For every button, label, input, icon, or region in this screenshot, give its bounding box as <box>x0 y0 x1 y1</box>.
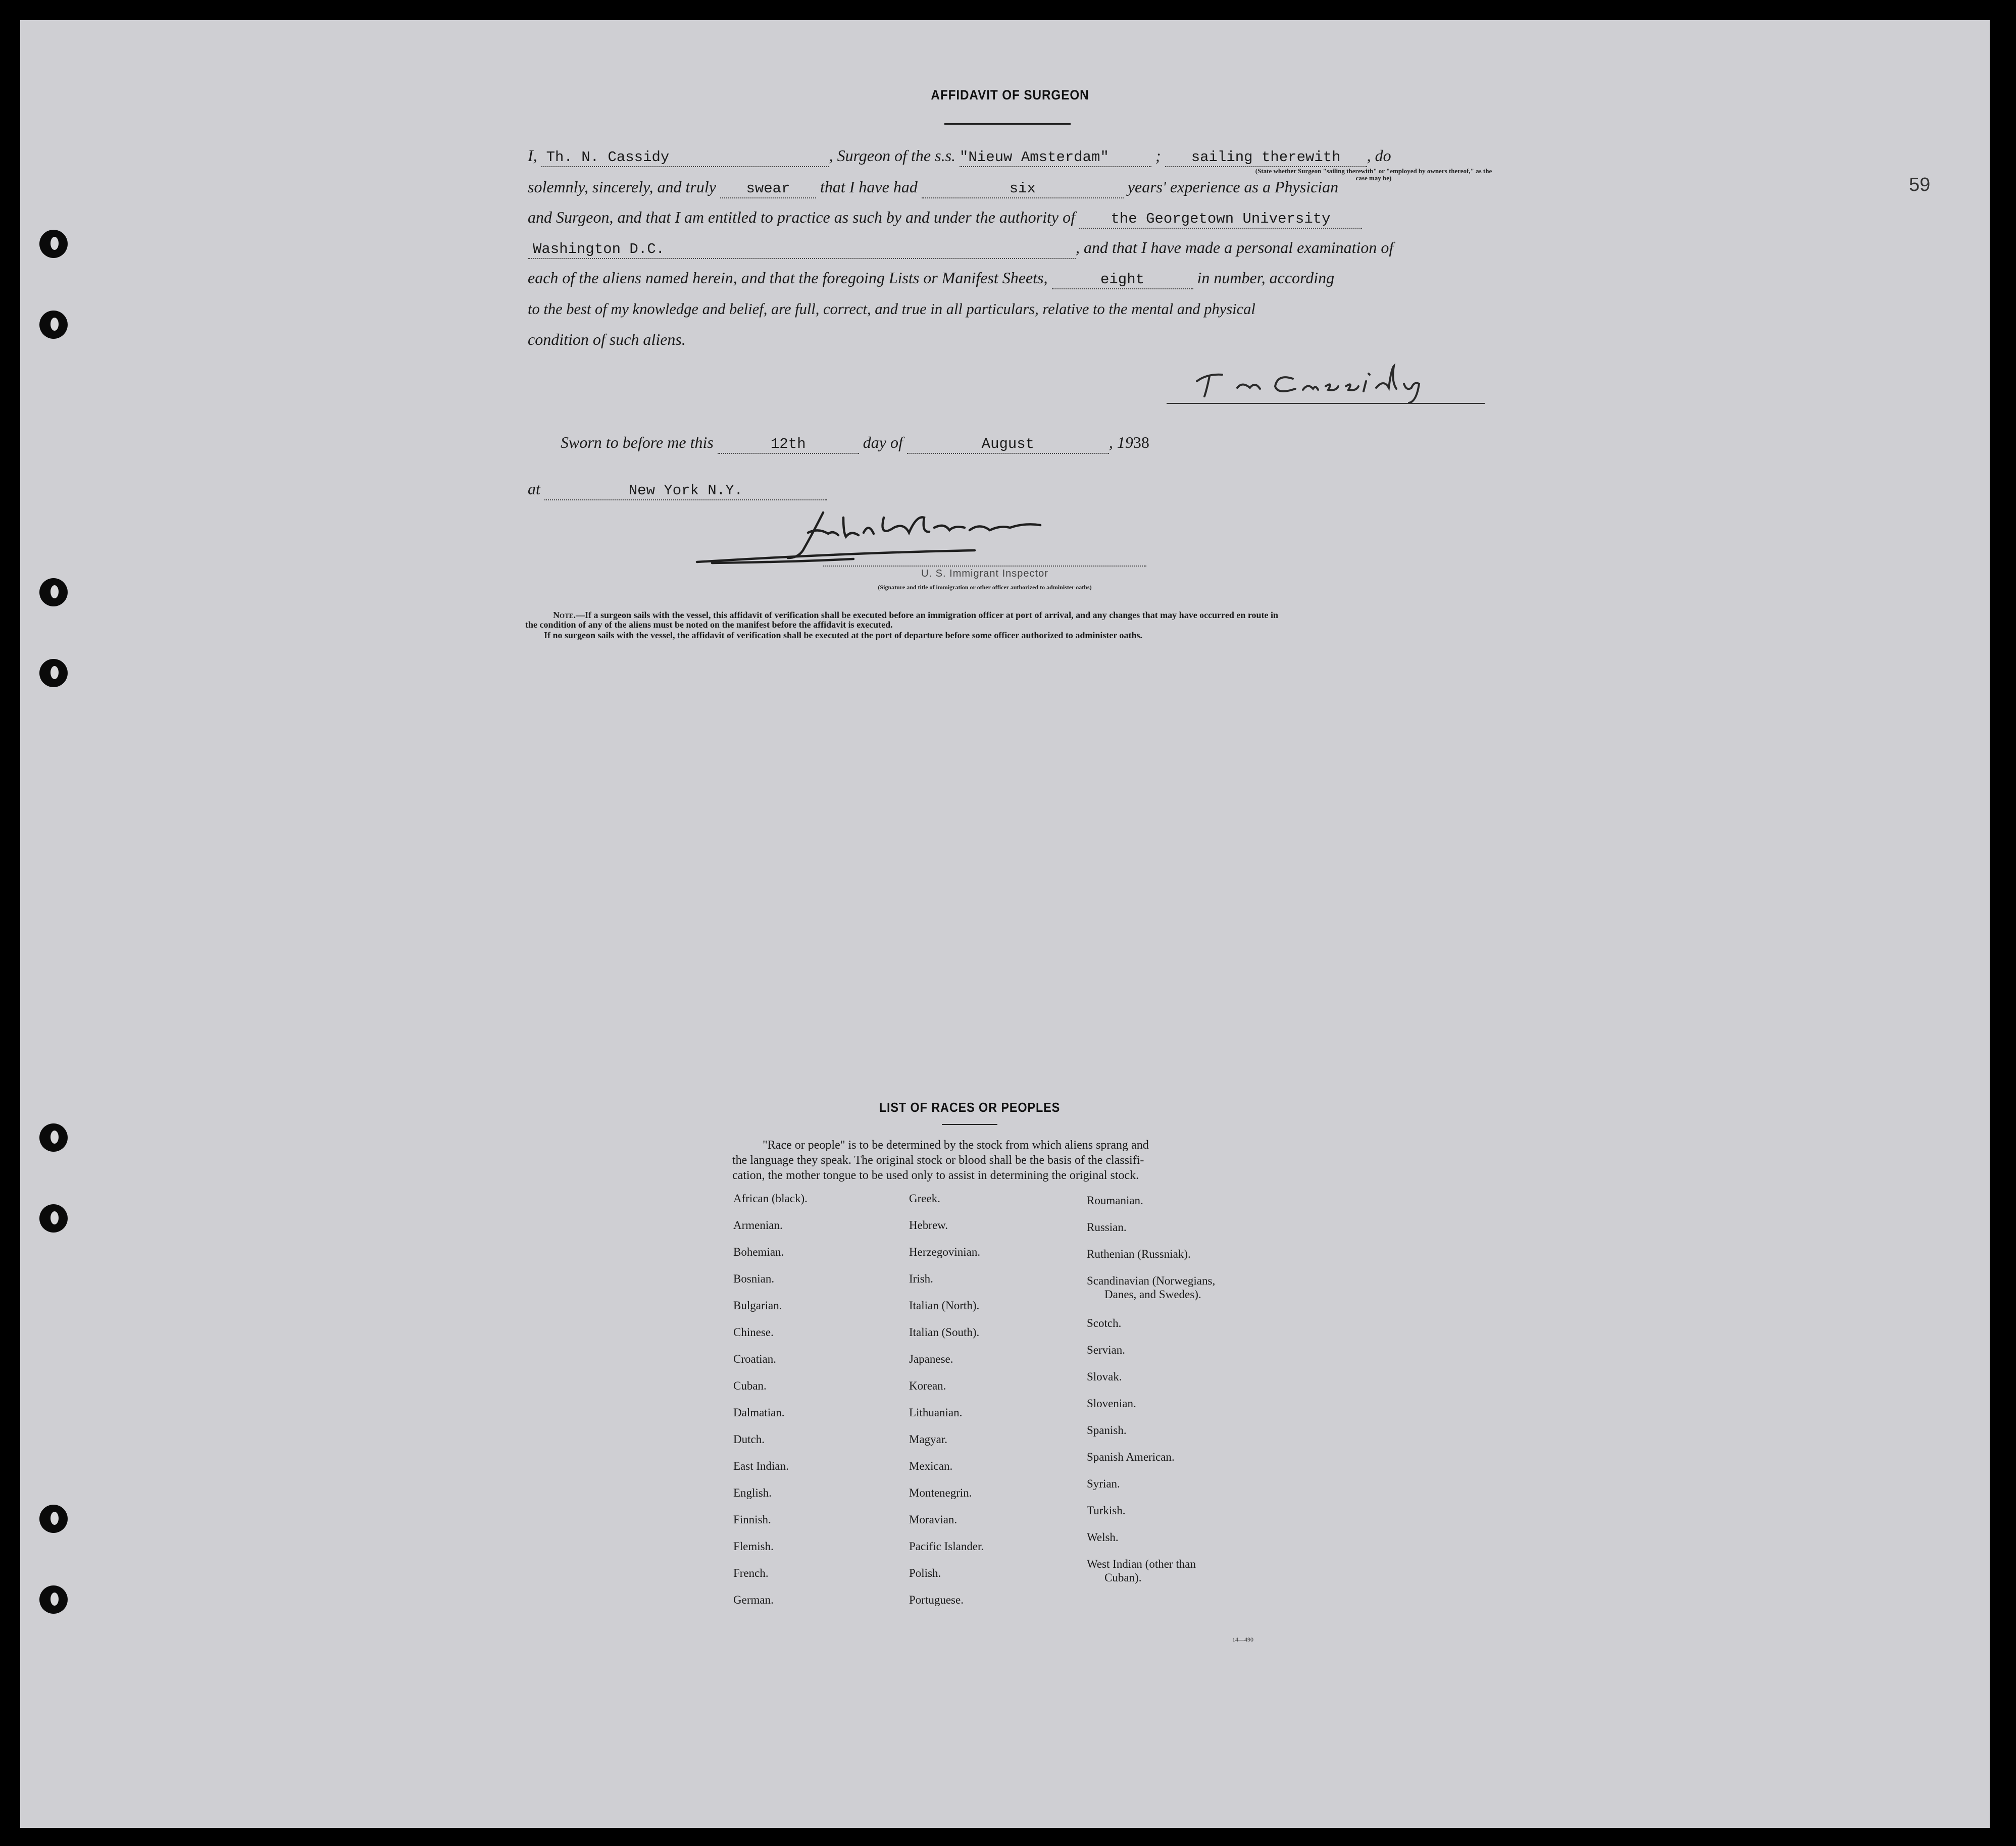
race-item <box>1087 1274 1215 1316</box>
race-item-line-2: Cuban). <box>1104 1571 1142 1584</box>
race-item: Korean. <box>909 1379 946 1392</box>
race-item: German. <box>733 1594 774 1606</box>
binder-hole <box>39 1123 68 1152</box>
sworn-line <box>561 432 1149 454</box>
race-item: Armenian. <box>733 1219 783 1232</box>
race-item: Slovak. <box>1087 1370 1122 1383</box>
race-item: Mexican. <box>909 1460 953 1472</box>
line-4-end: , and that I have made a personal examination of <box>1076 238 1394 257</box>
race-item: Flemish. <box>733 1540 774 1553</box>
title-rule <box>944 123 1071 125</box>
race-item-line-1: Scandinavian (Norwegians, <box>1087 1274 1216 1287</box>
race-item: Bosnian. <box>733 1272 775 1285</box>
race-item: Herzegovinian. <box>909 1246 981 1258</box>
race-item: French. <box>733 1567 769 1579</box>
race-item: Roumanian. <box>1087 1194 1143 1207</box>
race-item: Ruthenian (Russniak). <box>1087 1248 1191 1260</box>
race-item: Croatian. <box>733 1353 776 1365</box>
sworn-day-of: day of <box>863 433 903 451</box>
race-item: Turkish. <box>1087 1504 1126 1517</box>
race-item: Servian. <box>1087 1344 1126 1356</box>
years-field: six <box>922 180 1124 198</box>
inspector-signature-line <box>823 566 1146 567</box>
binder-hole <box>39 578 68 606</box>
race-item: Pacific Islander. <box>909 1540 984 1553</box>
line-1-surgeon-of: , Surgeon of the s.s. <box>829 146 956 165</box>
surgeon-signature-line <box>1167 403 1485 404</box>
race-item: Dalmatian. <box>733 1406 785 1419</box>
race-item: Japanese. <box>909 1353 953 1365</box>
race-item: Slovenian. <box>1087 1397 1136 1410</box>
affidavit-line-4 <box>528 237 1393 259</box>
race-item: Irish. <box>909 1272 933 1285</box>
race-item <box>1087 1557 1215 1600</box>
races-column-3 <box>1087 1194 1215 1600</box>
race-item: Hebrew. <box>909 1219 948 1232</box>
race-item: Scotch. <box>1087 1317 1122 1329</box>
binder-hole <box>39 1505 68 1533</box>
surgeon-signature-scrawl <box>1162 358 1485 404</box>
affidavit-line-5 <box>528 268 1334 289</box>
affidavit-line-1 <box>528 145 1391 167</box>
race-item: Spanish American. <box>1087 1451 1175 1463</box>
races-title: LIST OF RACES OR PEOPLES <box>879 1100 1061 1115</box>
sworn-month-field: August <box>907 436 1109 454</box>
location-field: New York N.Y. <box>544 482 827 500</box>
inspector-signature <box>692 502 1146 573</box>
authority-field-1: the Georgetown University <box>1079 211 1362 229</box>
affidavit-line-3 <box>528 207 1362 229</box>
affidavit-line-2 <box>528 177 1338 198</box>
affidavit-note <box>525 610 1278 641</box>
race-item: Russian. <box>1087 1221 1127 1234</box>
line-2-end: years' experience as a Physician <box>1127 178 1339 196</box>
race-item: Welsh. <box>1087 1531 1119 1544</box>
inspector-title: U. S. Immigrant Inspector <box>921 568 1048 579</box>
race-item: Bohemian. <box>733 1246 784 1258</box>
races-intro-line-3: cation, the mother tongue to be used only to assist in determining the original stock. <box>732 1169 1139 1182</box>
affidavit-title: AFFIDAVIT OF SURGEON <box>931 87 1089 102</box>
line-1-semicolon: ; <box>1155 146 1161 165</box>
race-item: Moravian. <box>909 1513 957 1526</box>
sailing-status-note: (State whether Surgeon "sailing therewith" or "employed by owners thereof," as the case may be) <box>1255 167 1492 182</box>
sworn-year-prefix: , 19 <box>1108 433 1133 451</box>
surgeon-name-field: Th. N. Cassidy <box>541 149 829 167</box>
oath-type-field: swear <box>720 180 816 198</box>
race-item: Montenegrin. <box>909 1486 972 1499</box>
races-intro-line-1: "Race or people" is to be determined by the stock from which aliens sprang and <box>763 1139 1149 1152</box>
surgeon-signature <box>1162 358 1485 404</box>
line-5-end: in number, according <box>1197 269 1335 287</box>
affidavit-line-6: to the best of my knowledge and belief, are full, correct, and true in all particulars, relative to the mental and physical <box>528 300 1255 318</box>
binder-hole <box>39 1204 68 1233</box>
note-line-2: the condition of any of the aliens must be noted on the manifest before the affidavit is executed. <box>525 620 893 630</box>
note-line-1 <box>525 610 1278 621</box>
ship-name-field: "Nieuw Amsterdam" <box>960 149 1151 167</box>
sworn-day-field: 12th <box>718 436 859 454</box>
at-label: at <box>528 480 540 498</box>
race-item: Dutch. <box>733 1433 765 1446</box>
race-item: East Indian. <box>733 1460 789 1472</box>
inspector-caption: (Signature and title of immigration or other officer authorized to administer oaths) <box>878 584 1092 591</box>
page-number: 59 <box>1909 174 1931 195</box>
race-item: Cuban. <box>733 1379 767 1392</box>
race-item: Italian (North). <box>909 1299 980 1312</box>
line-3-start: and Surgeon, and that I am entitled to practice as such by and under the authority of <box>528 208 1075 226</box>
note-label: Note. <box>553 610 576 620</box>
race-item: Portuguese. <box>909 1594 964 1606</box>
line-1-start: I, <box>528 146 537 165</box>
binder-hole <box>39 1585 68 1614</box>
binder-hole <box>39 311 68 339</box>
sworn-start: Sworn to before me this <box>561 433 714 451</box>
race-item: Italian (South). <box>909 1326 980 1339</box>
inspector-signature-scrawl <box>692 502 1146 573</box>
line-2-start: solemnly, sincerely, and truly <box>528 178 716 196</box>
line-5-start: each of the aliens named herein, and that the foregoing Lists or Manifest Sheets, <box>528 269 1048 287</box>
manifest-page <box>20 20 1990 1828</box>
binder-hole <box>39 659 68 687</box>
race-item: Chinese. <box>733 1326 774 1339</box>
affidavit-line-7: condition of such aliens. <box>528 330 686 348</box>
race-item: Magyar. <box>909 1433 948 1446</box>
race-item: Spanish. <box>1087 1424 1127 1437</box>
note-text-1: —If a surgeon sails with the vessel, this affidavit of verification shall be executed before an immigration officer at port of arrival, and any changes that may have occurred en route in <box>575 610 1278 620</box>
race-item: English. <box>733 1486 772 1499</box>
sailing-status-field: sailing therewith <box>1165 149 1367 167</box>
race-item: Polish. <box>909 1567 941 1579</box>
location-line <box>528 479 827 500</box>
sheets-count-field: eight <box>1052 271 1193 289</box>
races-intro-line-2: the language they speak. The original stock or blood shall be the basis of the classifi- <box>732 1154 1144 1167</box>
race-item: Bulgarian. <box>733 1299 782 1312</box>
race-item: Syrian. <box>1087 1477 1120 1490</box>
authority-field-2: Washington D.C. <box>528 241 1076 259</box>
races-title-rule <box>942 1124 997 1125</box>
race-item: African (black). <box>733 1192 808 1205</box>
races-column-2 <box>909 1192 984 1620</box>
race-item: Greek. <box>909 1192 940 1205</box>
sworn-year: 38 <box>1133 433 1149 451</box>
races-intro <box>732 1138 1149 1183</box>
binder-hole <box>39 230 68 258</box>
form-code: 14—490 <box>1232 1636 1253 1643</box>
race-item-line-1: West Indian (other than <box>1087 1558 1196 1570</box>
note-line-3: If no surgeon sails with the vessel, the affidavit of verification shall be executed at the port of departure before some officer authorized to administer oaths. <box>544 630 1143 640</box>
race-item-line-2: Danes, and Swedes). <box>1104 1288 1201 1301</box>
line-1-end: , do <box>1367 146 1391 165</box>
race-item: Lithuanian. <box>909 1406 963 1419</box>
line-2-middle: that I have had <box>820 178 918 196</box>
races-column-1 <box>733 1192 808 1620</box>
race-item: Finnish. <box>733 1513 771 1526</box>
